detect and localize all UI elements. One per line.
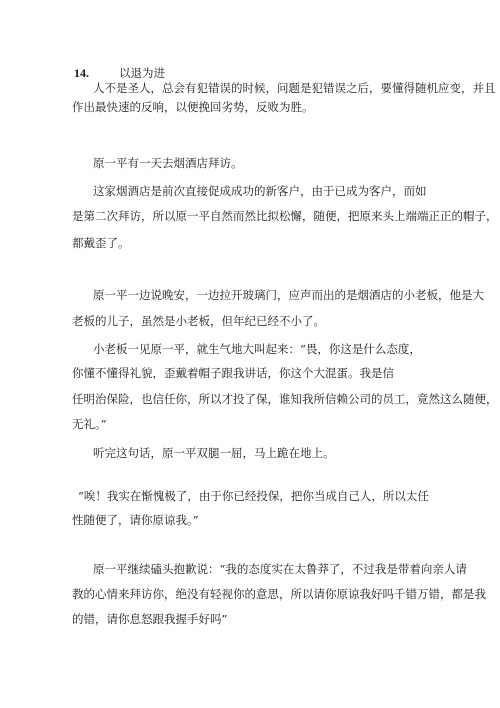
paragraph-line: 人不是圣人，总会有犯错误的时候，问题是犯错误之后，要懂得随机应变，并且 (93, 81, 496, 95)
section-title: 以退为进 (119, 66, 165, 80)
paragraph-line: 原一平继续磕头抱歉说：“我的态度实在太鲁莽了，不过我是带着向亲人请 (93, 562, 467, 576)
paragraph-line: 原一平有一天去烟酒店拜访。 (93, 156, 243, 170)
paragraph-line: 任明治保险，也信任你，所以才投了保，谁知我所信赖公司的员工，竟然这么随便， (72, 392, 498, 406)
paragraph-line: 这家烟酒店是前次直接促成成功的新客户，由于已成为客户，而如 (93, 184, 427, 198)
paragraph-line: 教的心情来拜访你，绝没有轻视你的意思，所以请你原谅我好吗千错万错，都是我 (72, 587, 486, 601)
paragraph-line: 听完这句话，原一平双腿一屈，马上跪在地上。 (93, 446, 335, 460)
section-number: 14. (74, 66, 89, 80)
paragraph-line: 作出最快速的反响，以便挽回劣势，反败为胜。 (72, 100, 314, 114)
paragraph-line: 原一平一边说晚安，一边拉开玻璃门，应声而出的是烟酒店的小老板，他是大 (93, 288, 484, 302)
paragraph-line: 老板的儿子，虽然是小老板，但年纪已经不小了。 (72, 314, 325, 328)
paragraph-line: 的错，请你息怒跟我握手好吗” (72, 612, 228, 626)
paragraph-line: 小老板一见原一平，就生气地大叫起来：“畏，你这是什么态度， (93, 342, 421, 356)
paragraph-line: 是第二次拜访，所以原一平自然而然比拟松懈，随便，把原来头上端端正正的帽子， (72, 209, 498, 223)
paragraph-line: 无礼。” (72, 417, 107, 431)
paragraph-line: 性随便了，请你原谅我。” (72, 513, 199, 527)
paragraph-line: 都戴歪了。 (72, 236, 130, 250)
paragraph-line: “唉！我实在惭愧极了，由于你已经投保，把你当成自己人，所以太任 (78, 489, 429, 503)
paragraph-line: 你懂不懂得礼貌，歪戴着帽子跟我讲话，你这个大混蛋。我是信 (72, 366, 394, 380)
